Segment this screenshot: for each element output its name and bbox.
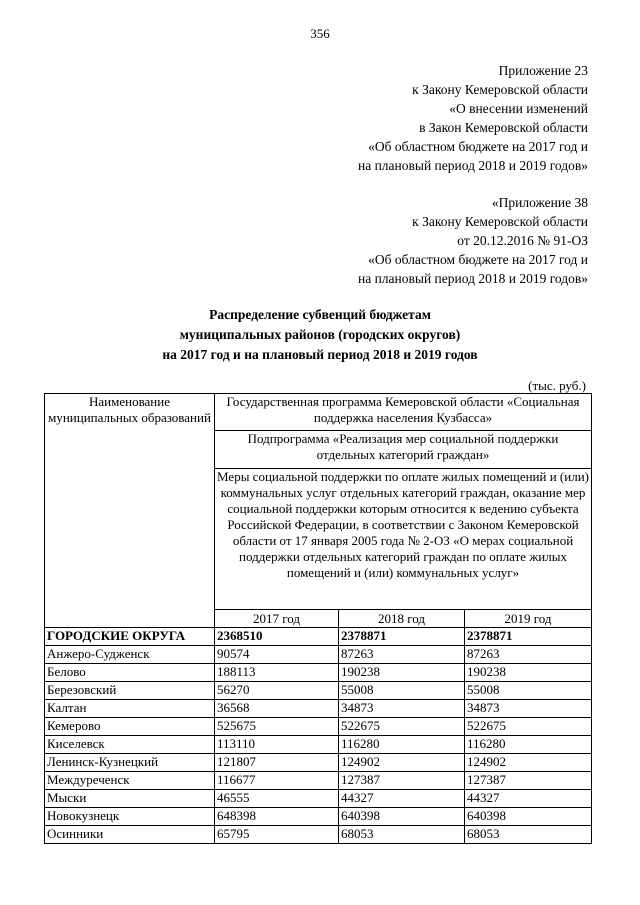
row-value: 127387 [465, 772, 592, 790]
row-name: Мыски [45, 790, 215, 808]
row-value: 648398 [215, 808, 339, 826]
row-name: Осинники [45, 826, 215, 844]
row-value: 87263 [339, 646, 465, 664]
table-row [45, 790, 592, 808]
row-value: 55008 [465, 682, 592, 700]
subvention-table [44, 393, 592, 844]
column-header-year: 2018 год [339, 610, 465, 628]
page-number: 356 [310, 26, 330, 41]
row-value: 44327 [465, 790, 592, 808]
row-value: 127387 [339, 772, 465, 790]
column-header-program: Государственная программа Кемеровской области «Социальная поддержка населения Кузбасса» [215, 394, 592, 431]
appendix-line: к Закону Кемеровской области [412, 82, 588, 97]
row-value: 113110 [215, 736, 339, 754]
appendix-line: «О внесении изменений [449, 101, 588, 116]
row-value: 116280 [339, 736, 465, 754]
row-value: 34873 [465, 700, 592, 718]
unit-label: (тыс. руб.) [528, 378, 586, 393]
appendix-line: на плановый период 2018 и 2019 годов» [357, 271, 588, 286]
appendix-line: в Закон Кемеровской области [419, 120, 588, 135]
row-name: Кемерово [45, 718, 215, 736]
row-value: 65795 [215, 826, 339, 844]
document-title [0, 305, 640, 365]
appendix-23-header [358, 61, 588, 175]
table-row [45, 664, 592, 682]
row-value: 522675 [339, 718, 465, 736]
row-value: 90574 [215, 646, 339, 664]
row-name: Березовский [45, 682, 215, 700]
row-value: 2378871 [465, 628, 592, 646]
row-name: Ленинск-Кузнецкий [45, 754, 215, 772]
appendix-line: на плановый период 2018 и 2019 годов» [357, 158, 588, 173]
column-header-measure: Меры социальной поддержки по оплате жилых помещений и (или) коммунальных услуг отдельных категорий граждан, оказание мер социальной поддержки которым относится к ведению субъекта Российской Федерации, в соответствии с Законом Кемеровской области от 17 января 2005 года № 2-ОЗ «О мерах социальной поддержки отдельных категорий граждан по оплате жилых помещений и (или) коммунальных услуг» [215, 469, 592, 610]
table-row [45, 682, 592, 700]
appendix-line: к Закону Кемеровской области [412, 214, 588, 229]
appendix-line: от 20.12.2016 № 91-ОЗ [457, 233, 588, 248]
row-value: 68053 [339, 826, 465, 844]
table-row [45, 646, 592, 664]
table-row-total [45, 628, 592, 646]
row-name: Анжеро-Судженск [45, 646, 215, 664]
row-value: 56270 [215, 682, 339, 700]
row-value: 116280 [465, 736, 592, 754]
appendix-line: Приложение 23 [498, 63, 588, 78]
appendix-line: «Об областном бюджете на 2017 год и [368, 252, 588, 267]
row-name: ГОРОДСКИЕ ОКРУГА [45, 628, 215, 646]
row-value: 640398 [339, 808, 465, 826]
row-name: Междуреченск [45, 772, 215, 790]
row-value: 190238 [339, 664, 465, 682]
row-value: 55008 [339, 682, 465, 700]
row-value: 522675 [465, 718, 592, 736]
row-value: 44327 [339, 790, 465, 808]
column-header-name: Наименование муниципальных образований [45, 394, 215, 628]
table-row [45, 772, 592, 790]
table-row [45, 718, 592, 736]
row-value: 124902 [465, 754, 592, 772]
title-line: муниципальных районов (городских округов) [179, 327, 461, 342]
row-value: 2378871 [339, 628, 465, 646]
row-value: 190238 [465, 664, 592, 682]
row-value: 68053 [465, 826, 592, 844]
row-name: Новокузнецк [45, 808, 215, 826]
row-name: Киселевск [45, 736, 215, 754]
row-value: 121807 [215, 754, 339, 772]
table-row [45, 700, 592, 718]
row-value: 36568 [215, 700, 339, 718]
row-value: 34873 [339, 700, 465, 718]
row-value: 124902 [339, 754, 465, 772]
row-value: 188113 [215, 664, 339, 682]
row-value: 87263 [465, 646, 592, 664]
row-value: 525675 [215, 718, 339, 736]
appendix-line: «Об областном бюджете на 2017 год и [368, 139, 588, 154]
column-header-year: 2019 год [465, 610, 592, 628]
table-row [45, 754, 592, 772]
column-header-subprogram: Подпрограмма «Реализация мер социальной поддержки отдельных категорий граждан» [215, 431, 592, 469]
appendix-38-header [358, 193, 588, 288]
title-line: Распределение субвенций бюджетам [209, 307, 431, 322]
table-row [45, 736, 592, 754]
title-line: на 2017 год и на плановый период 2018 и 2019 годов [162, 347, 478, 362]
row-value: 46555 [215, 790, 339, 808]
table-row [45, 826, 592, 844]
row-name: Белово [45, 664, 215, 682]
row-value: 2368510 [215, 628, 339, 646]
row-value: 640398 [465, 808, 592, 826]
row-value: 116677 [215, 772, 339, 790]
row-name: Калтан [45, 700, 215, 718]
appendix-line: «Приложение 38 [491, 195, 588, 210]
column-header-year: 2017 год [215, 610, 339, 628]
table-row [45, 808, 592, 826]
